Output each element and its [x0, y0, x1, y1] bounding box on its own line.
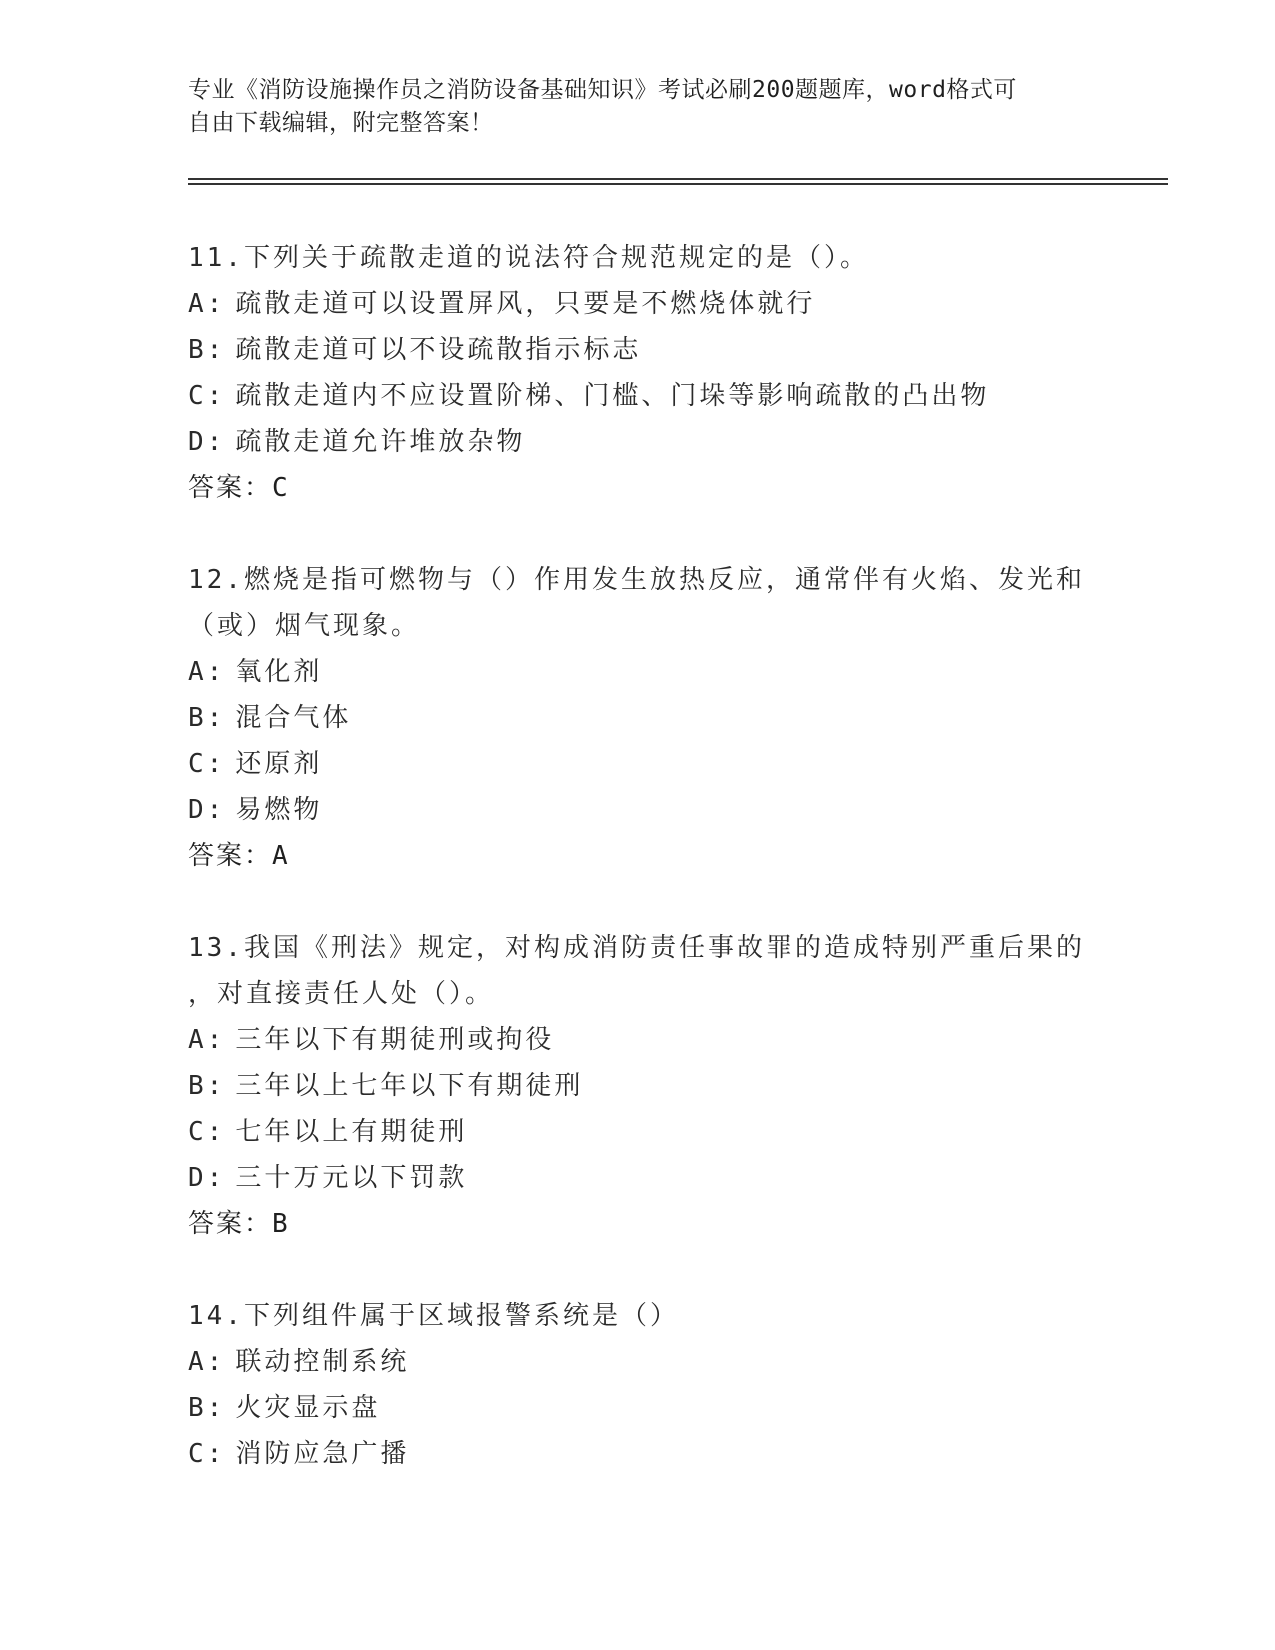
header-line-1: 专业《消防设施操作员之消防设备基础知识》考试必刷200题题库，word格式可 [188, 77, 1017, 103]
option-a [188, 1339, 1088, 1385]
question-stem: 14.下列组件属于区域报警系统是（） [188, 1301, 679, 1331]
option-text: 混合气体 [235, 703, 352, 733]
option-text: 联动控制系统 [235, 1347, 410, 1377]
header-line-2: 自由下载编辑，附完整答案！ [188, 110, 494, 136]
option-b [188, 695, 1088, 741]
header-divider-top [188, 178, 1168, 180]
option-text: 还原剂 [235, 749, 323, 779]
option-d [188, 419, 1088, 465]
option-a [188, 1017, 1088, 1063]
option-d [188, 787, 1088, 833]
option-text: 消防应急广播 [235, 1439, 410, 1469]
option-letter: D: [188, 1163, 226, 1193]
option-text: 疏散走道可以不设疏散指示标志 [235, 335, 642, 365]
option-d [188, 1155, 1088, 1201]
option-letter: C: [188, 1117, 226, 1147]
option-b [188, 327, 1088, 373]
option-letter: A: [188, 657, 226, 687]
option-c [188, 1109, 1088, 1155]
option-text: 三年以下有期徒刑或拘役 [235, 1025, 555, 1055]
question-11 [188, 235, 1088, 511]
option-letter: C: [188, 1439, 226, 1469]
option-text: 疏散走道允许堆放杂物 [235, 427, 526, 457]
option-c [188, 373, 1088, 419]
question-stem-continued: ，对直接责任人处（）。 [188, 979, 495, 1009]
answer-line: 答案：B [188, 1209, 290, 1239]
option-letter: A: [188, 1025, 226, 1055]
option-text: 三十万元以下罚款 [235, 1163, 468, 1193]
question-list [188, 235, 1088, 1477]
option-letter: D: [188, 427, 226, 457]
question-12 [188, 557, 1088, 879]
question-stem-continued: （或）烟气现象。 [188, 611, 421, 641]
option-a [188, 649, 1088, 695]
option-letter: A: [188, 1347, 226, 1377]
option-letter: D: [188, 795, 226, 825]
option-b [188, 1385, 1088, 1431]
question-stem: 12.燃烧是指可燃物与（）作用发生放热反应，通常伴有火焰、发光和 [188, 565, 1085, 595]
option-text: 三年以上七年以下有期徒刑 [235, 1071, 584, 1101]
option-text: 易燃物 [235, 795, 323, 825]
document-header [188, 74, 1088, 140]
option-letter: B: [188, 335, 226, 365]
option-letter: B: [188, 1071, 226, 1101]
header-divider-bottom [188, 183, 1168, 185]
option-letter: B: [188, 1393, 226, 1423]
option-text: 七年以上有期徒刑 [235, 1117, 468, 1147]
option-letter: C: [188, 381, 226, 411]
option-text: 疏散走道内不应设置阶梯、门槛、门垛等影响疏散的凸出物 [235, 381, 990, 411]
option-text: 疏散走道可以设置屏风，只要是不燃烧体就行 [235, 289, 816, 319]
option-c [188, 741, 1088, 787]
question-stem: 13.我国《刑法》规定，对构成消防责任事故罪的造成特别严重后果的 [188, 933, 1085, 963]
option-text: 氧化剂 [235, 657, 323, 687]
option-a [188, 281, 1088, 327]
answer-line: 答案：C [188, 473, 290, 503]
option-letter: C: [188, 749, 226, 779]
answer-line: 答案：A [188, 841, 290, 871]
option-b [188, 1063, 1088, 1109]
option-letter: B: [188, 703, 226, 733]
question-stem: 11.下列关于疏散走道的说法符合规范规定的是（）。 [188, 243, 869, 273]
option-text: 火灾显示盘 [235, 1393, 381, 1423]
option-c [188, 1431, 1088, 1477]
question-14 [188, 1293, 1088, 1477]
option-letter: A: [188, 289, 226, 319]
question-13 [188, 925, 1088, 1247]
